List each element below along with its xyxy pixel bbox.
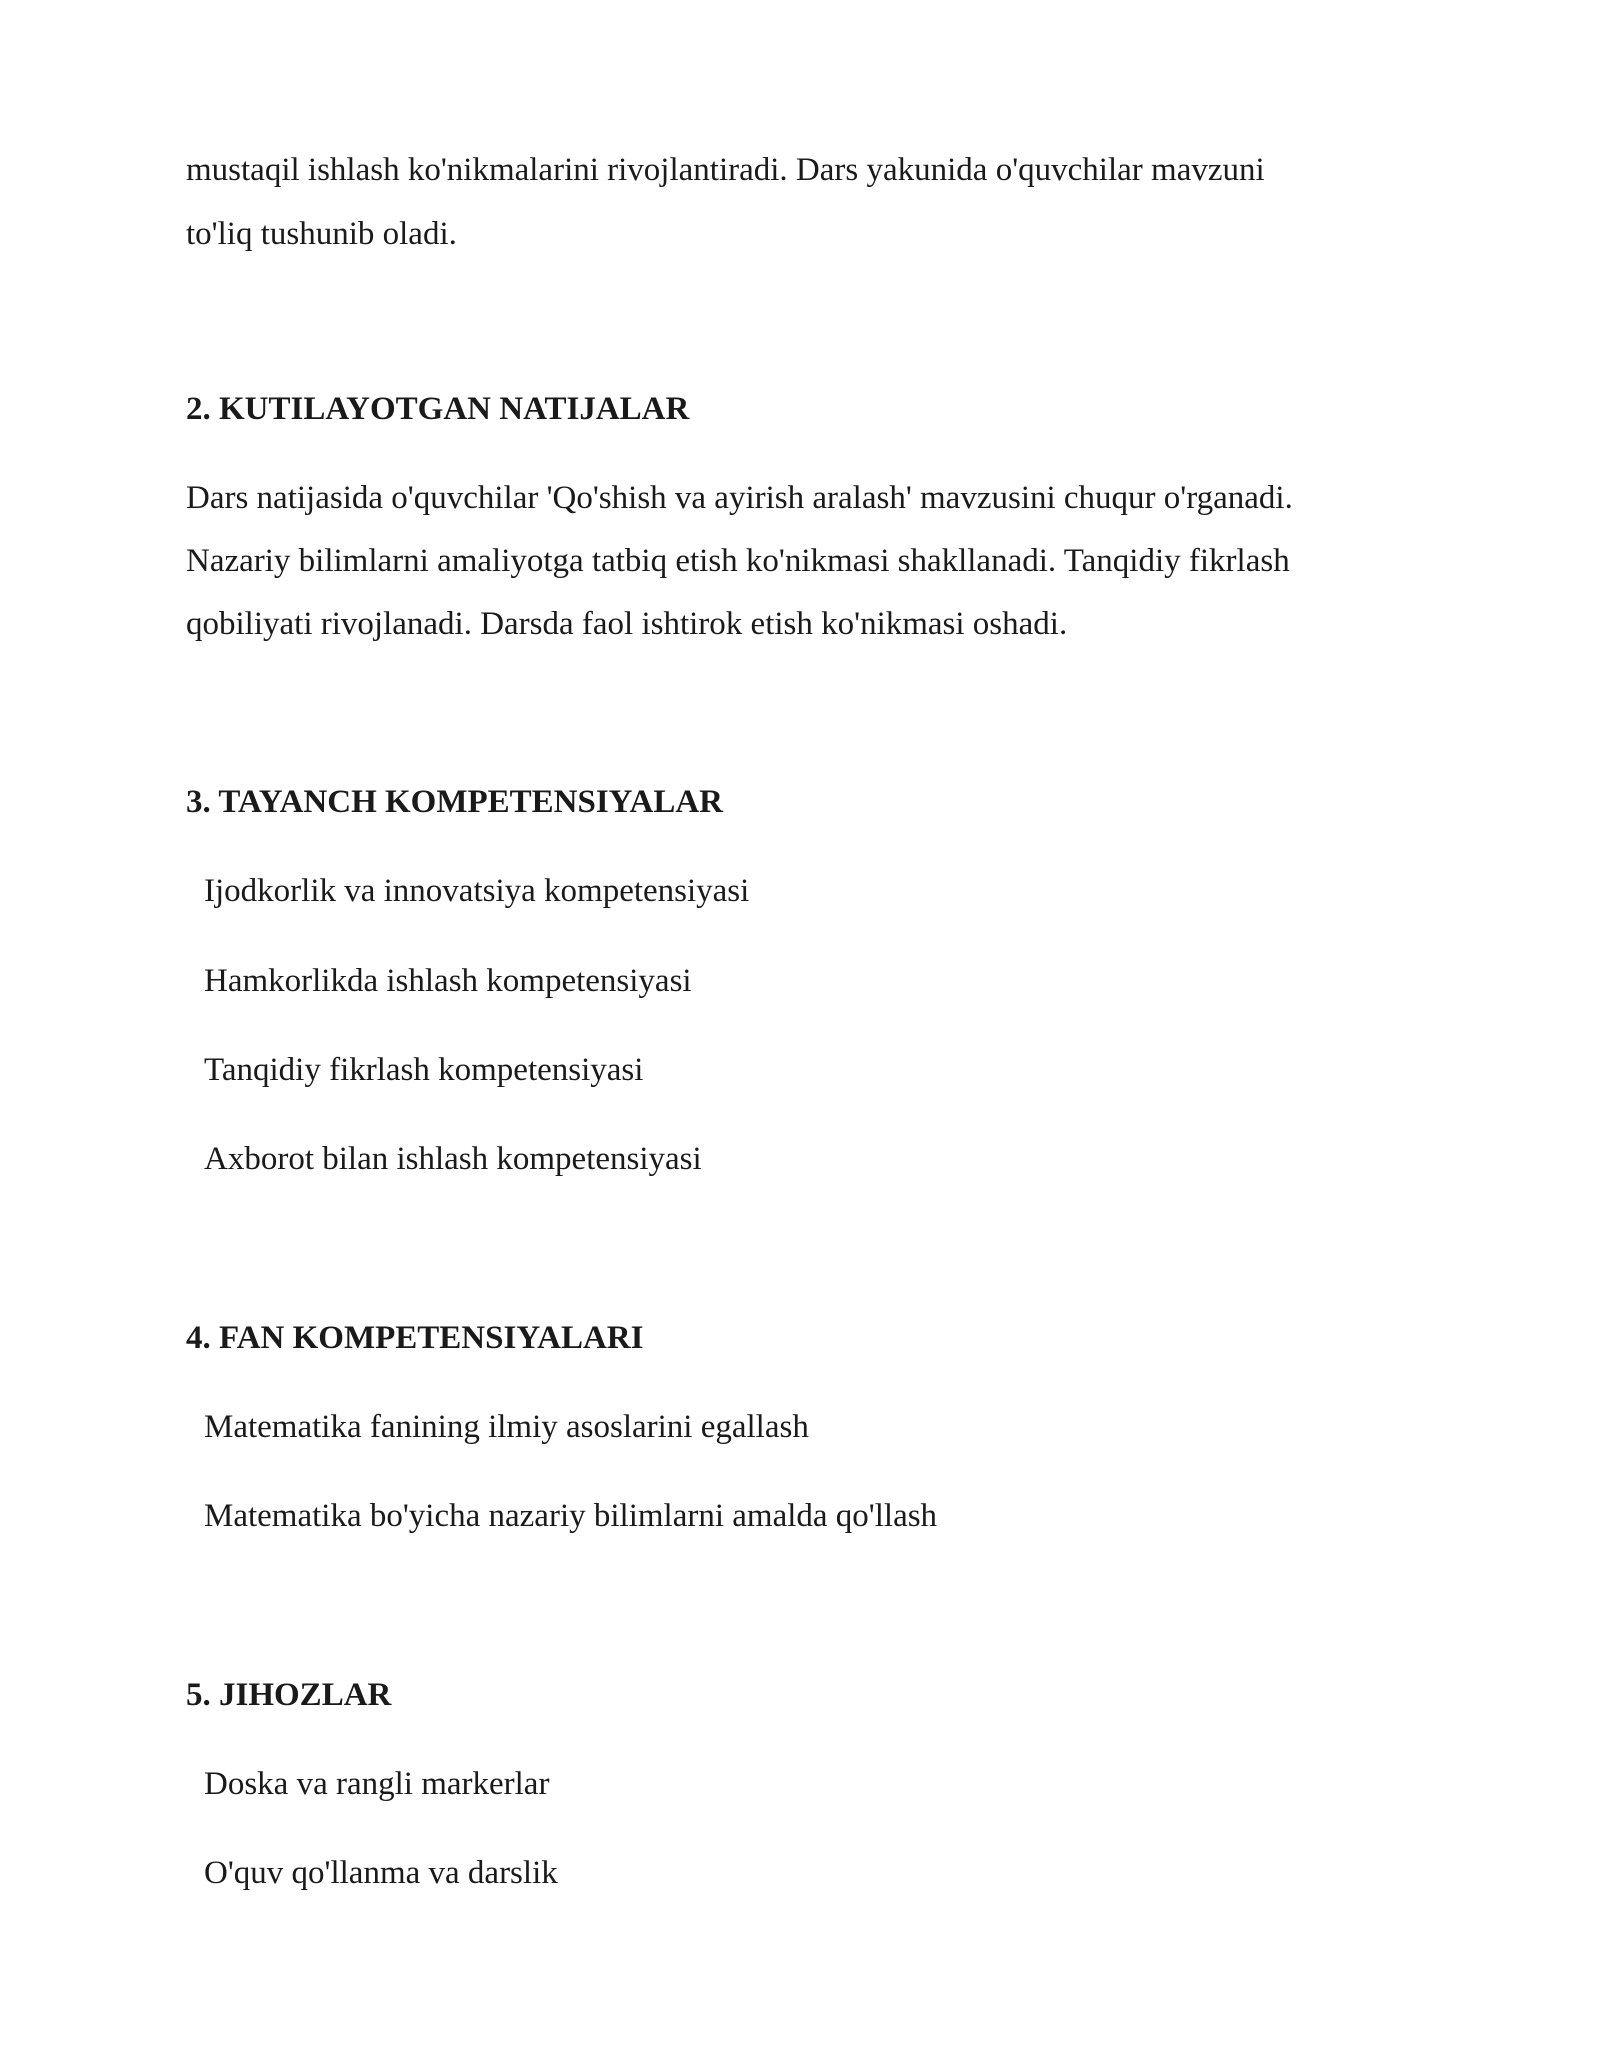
intro-paragraph-line: to'liq tushunib oladi.	[186, 216, 457, 252]
list-item: Tanqidiy fikrlash kompetensiyasi	[204, 1052, 644, 1088]
list-item: Matematika bo'yicha nazariy bilimlarni amalda qo'llash	[204, 1498, 938, 1534]
list-item: Ijodkorlik va innovatsiya kompetensiyasi	[204, 873, 750, 909]
list-item: Axborot bilan ishlash kompetensiyasi	[204, 1141, 702, 1177]
list-item: Matematika fanining ilmiy asoslarini egallash	[204, 1409, 809, 1445]
section2-paragraph-line: qobiliyati rivojlanadi. Darsda faol ishtirok etish ko'nikmasi oshadi.	[186, 606, 1068, 642]
section-heading-jihozlar: 5. JIHOZLAR	[186, 1677, 392, 1713]
section-heading-fan-kompetensiyalari: 4. FAN KOMPETENSIYALARI	[186, 1320, 644, 1356]
list-item: O'quv qo'llanma va darslik	[204, 1855, 558, 1891]
section-heading-tayanch-kompetensiyalar: 3. TAYANCH KOMPETENSIYALAR	[186, 784, 723, 820]
section2-paragraph-line: Dars natijasida o'quvchilar 'Qo'shish va ayirish aralash' mavzusini chuqur o'rganadi.	[186, 480, 1293, 516]
list-item: Hamkorlikda ishlash kompetensiyasi	[204, 963, 692, 999]
intro-paragraph-line: mustaqil ishlash ko'nikmalarini rivojlantiradi. Dars yakunida o'quvchilar mavzuni	[186, 152, 1265, 188]
section-heading-kutilayotgan-natijalar: 2. KUTILAYOTGAN NATIJALAR	[186, 391, 690, 427]
list-item: Doska va rangli markerlar	[204, 1766, 550, 1802]
section2-paragraph-line: Nazariy bilimlarni amaliyotga tatbiq etish ko'nikmasi shakllanadi. Tanqidiy fikrlash	[186, 543, 1290, 579]
